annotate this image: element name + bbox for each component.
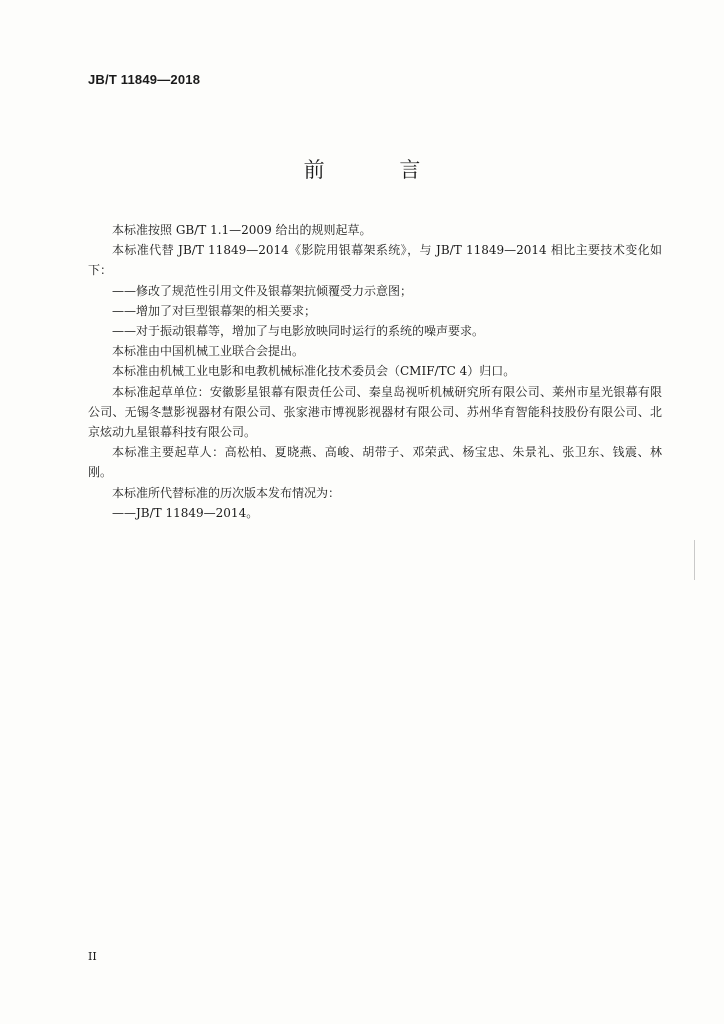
change-item-1: ——修改了规范性引用文件及银幕架抗倾覆受力示意图；	[112, 283, 413, 298]
paragraph-replacement: 本标准代替 JB/T 11849—2014《影院用银幕架系统》，与 JB/T 11849—2014 相比主要技术变化如下：	[88, 243, 662, 278]
page-title: 前 言	[303, 158, 455, 182]
change-item-3: ——对于振动银幕等，增加了与电影放映同时运行的系统的噪声要求。	[112, 324, 485, 339]
change-item-2: ——增加了对巨型银幕架的相关要求；	[112, 303, 317, 318]
paragraph-committee: 本标准由机械工业电影和电教机械标准化技术委员会（CMIF/TC 4）归口。	[112, 364, 516, 379]
page-number: II	[88, 950, 97, 963]
paragraph-history: 本标准所代替标准的历次版本发布情况为：	[112, 485, 341, 500]
history-item-1: ——JB/T 11849—2014。	[112, 505, 259, 520]
standard-code: JB/T 11849—2018	[88, 72, 201, 87]
paragraph-drafting-units: 本标准起草单位：安徽影星银幕有限责任公司、秦皇岛视听机械研究所有限公司、莱州市星光银幕有限公司、无锡冬慧影视器材有限公司、张家港市博视影视器材有限公司、苏州华育智能科技股份有限公司、北京炫动九星银幕科技有限公司。	[88, 384, 662, 440]
paragraph-drafters: 本标准主要起草人：高松柏、夏晓燕、高峻、胡带子、邓荣武、杨宝忠、朱景礼、张卫东、钱震、林刚。	[88, 445, 662, 480]
foreword-body	[88, 220, 662, 523]
paragraph-drafting-rules: 本标准按照 GB/T 1.1—2009 给出的规则起草。	[112, 223, 372, 237]
scan-artifact-right	[694, 540, 695, 580]
paragraph-proposer: 本标准由中国机械工业联合会提出。	[112, 344, 305, 359]
